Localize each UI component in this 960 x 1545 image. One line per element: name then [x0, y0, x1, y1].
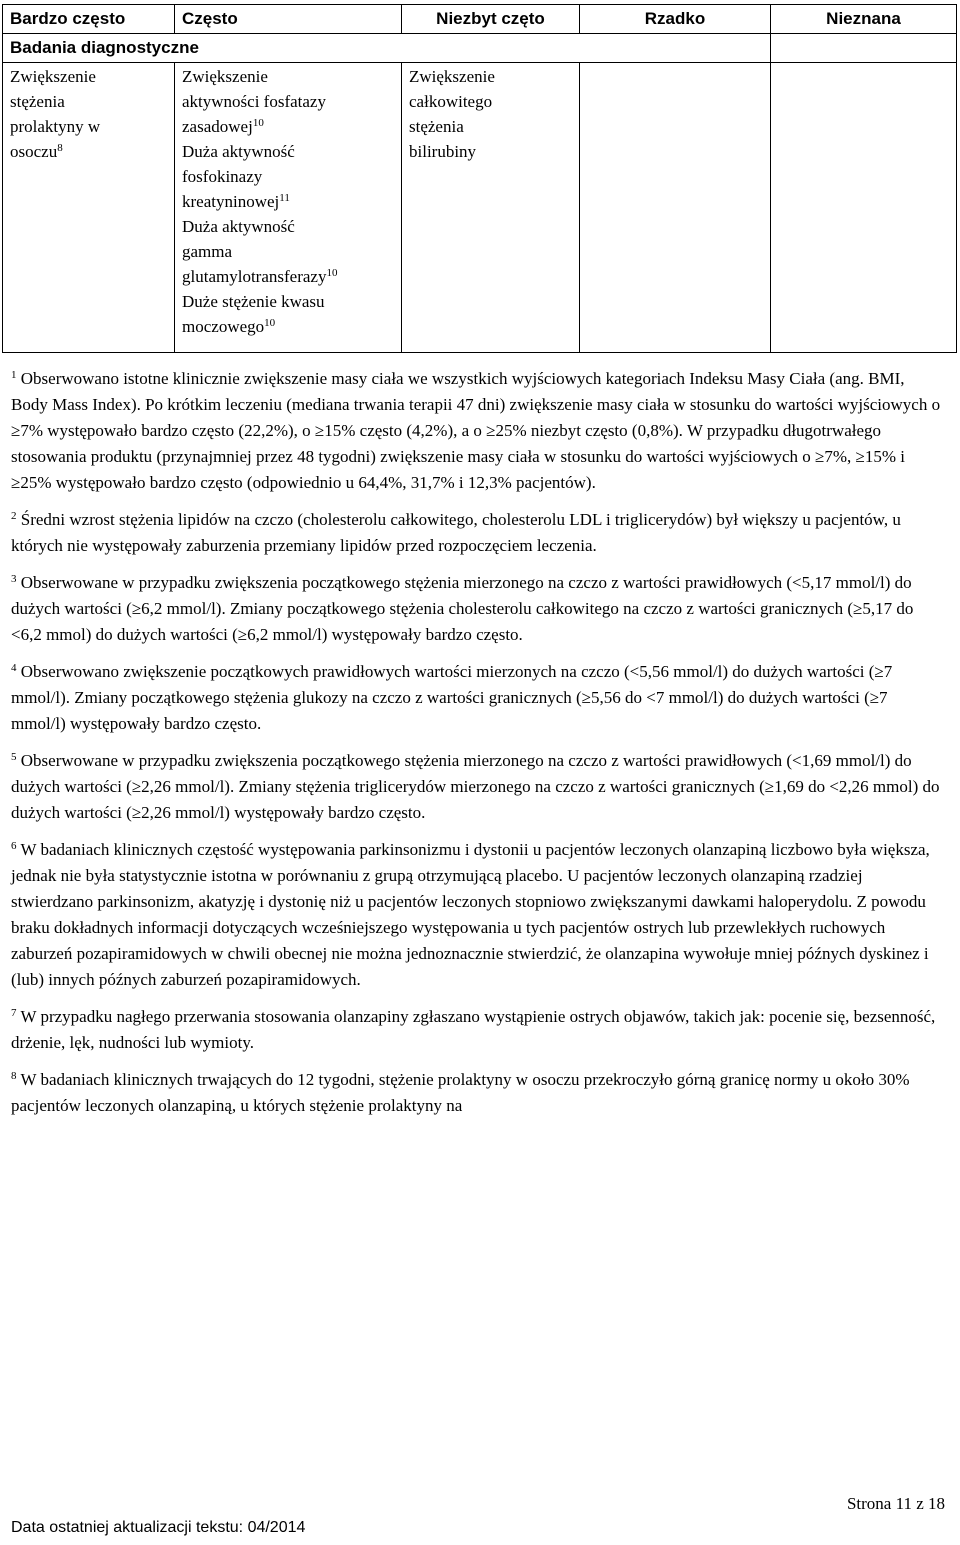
- footnote-number: 7: [11, 1007, 17, 1019]
- cell-text: kreatyninowej: [182, 192, 280, 211]
- section-title: Badania diagnostyczne: [3, 34, 771, 63]
- footnote-ref: 11: [279, 192, 290, 204]
- cell-text: bilirubiny: [409, 142, 477, 161]
- cell-line: [182, 64, 394, 89]
- cell-uncommon: [402, 63, 580, 353]
- footnote-text: Obserwowane w przypadku zwiększenia początkowego stężenia mierzonego na czczo z wartości prawidłowych (<1,69 mmol/l) do dużych wartości (≥2,26 mmol/l). Zmiany stężenia triglicerydów mierzonego na czczo z wartości granicznych (≥1,69 do <2,26 mmol) do dużych wartości (≥2,26 mmol/l) występowały bardzo często.: [11, 751, 944, 822]
- cell-text: gamma: [182, 242, 233, 261]
- cell-very-common: [3, 63, 175, 353]
- footnote-number: 3: [11, 573, 17, 585]
- last-update-date: Data ostatniej aktualizacji tekstu: 04/2014: [11, 1519, 306, 1536]
- cell-text: fosfokinazy: [182, 167, 263, 186]
- footnote-text: W badaniach klinicznych częstość występowania parkinsonizmu i dystonii u pacjentów leczonych olanzapiną liczbowo była większa, jednak nie była statystycznie istotna w porównaniu z grupą otrzymującą placebo. U pacjentów leczonych olanzapiną rzadziej stwierdzano parkinsonizm, akatyzję i dystonię niż u pacjentów leczonych stopniowo zwiększanymi dawkami haloperydolu. Z powodu braku dokładnych informacji dotyczących wcześniejszego występowania u tych pacjentów ostrych lub przewlekłych ruchowych zaburzeń pozapiramidowych w chwili obecnej nie można jednoznacznie stwierdzić, że olanzapina wywołuje mniej późnych dyskinez i (lub) innych późnych zaburzeń pozapiramidowych.: [11, 840, 935, 989]
- header-uncommon: Niezbyt częto: [402, 5, 580, 34]
- cell-text: całkowitego: [409, 92, 493, 111]
- footnote-4: [11, 659, 941, 737]
- footnote-number: 6: [11, 840, 17, 852]
- cell-unknown: [771, 63, 957, 353]
- footnote-7: [11, 1004, 941, 1056]
- cell-line: [182, 114, 394, 139]
- footnote-text: W przypadku nagłego przerwania stosowania olanzapiny zgłaszano wystąpienie ostrych objawów, takich jak: pocenie się, bezsenność, drżenie, lęk, nudności lub wymioty.: [11, 1007, 940, 1052]
- cell-text: stężenia: [409, 117, 464, 136]
- header-rare: Rzadko: [580, 5, 771, 34]
- cell-line: [182, 89, 394, 114]
- footnote-5: [11, 748, 944, 826]
- footnote-text: Obserwowane w przypadku zwiększenia początkowego stężenia mierzonego na czczo z wartości prawidłowych (<5,17 mmol/l) do dużych wartości (≥6,2 mmol/l). Zmiany początkowego stężenia cholesterolu całkowitego na czczo z wartości granicznych (≥5,17 do <6,2 mmol) do dużych wartości (≥6,2 mmol/l) występowały bardzo często.: [11, 573, 918, 644]
- cell-line: [409, 64, 572, 89]
- cell-rare: [580, 63, 771, 353]
- cell-text: zasadowej: [182, 117, 253, 136]
- footnote-number: 2: [11, 510, 17, 522]
- footnote-text: Średni wzrost stężenia lipidów na czczo (cholesterolu całkowitego, cholesterolu LDL i triglicerydów) był większy u pacjentów, u których nie występowały zaburzenia przemiany lipidów przed rozpoczęciem leczenia.: [11, 510, 906, 555]
- adverse-reactions-table: [2, 4, 957, 353]
- cell-line: [10, 114, 167, 139]
- cell-common: [175, 63, 402, 353]
- cell-text: stężenia: [10, 92, 65, 111]
- footnote-number: 4: [11, 662, 17, 674]
- cell-text: glutamylotransferazy: [182, 267, 327, 286]
- cell-text: prolaktyny w: [10, 117, 101, 136]
- footnote-2: [11, 507, 941, 559]
- footnote-ref: 10: [326, 267, 338, 279]
- cell-text: osoczu: [10, 142, 58, 161]
- footnote-text: Obserwowano zwiększenie początkowych prawidłowych wartości mierzonych na czczo (<5,56 mmol/l) do dużych wartości (≥7 mmol/l). Zmiany początkowego stężenia glukozy na czczo z wartości granicznych (≥5,56 do <7 mmol/l) do dużych wartości (≥7 mmol/l) występowały bardzo często.: [11, 662, 897, 733]
- cell-line: [409, 139, 572, 164]
- cell-text: Zwiększenie: [10, 67, 96, 86]
- page-number: Strona 11 z 18: [846, 1494, 945, 1513]
- cell-line: [182, 239, 394, 264]
- cell-line: [182, 289, 394, 314]
- footnote-6: [11, 837, 941, 993]
- cell-text: Duża aktywność: [182, 217, 295, 236]
- cell-text: Duża aktywność: [182, 142, 295, 161]
- cell-line: [10, 139, 167, 164]
- cell-text: moczowego: [182, 317, 265, 336]
- section-row: [3, 34, 957, 63]
- cell-text: Zwiększenie: [182, 67, 268, 86]
- section-empty-cell: [771, 34, 957, 63]
- cell-text: Zwiększenie: [409, 67, 495, 86]
- footnote-ref: 8: [57, 142, 63, 154]
- footnote-8: [11, 1067, 941, 1119]
- cell-line: [182, 264, 394, 289]
- header-very-common: Bardzo często: [3, 5, 175, 34]
- footnote-number: 8: [11, 1070, 17, 1082]
- cell-line: [182, 314, 394, 339]
- cell-line: [10, 64, 167, 89]
- footnote-number: 1: [11, 369, 17, 381]
- header-unknown: Nieznana: [771, 5, 957, 34]
- cell-line: [409, 114, 572, 139]
- cell-text: Duże stężenie kwasu: [182, 292, 325, 311]
- footnote-3: [11, 570, 941, 648]
- footnote-text: Obserwowano istotne klinicznie zwiększenie masy ciała we wszystkich wyjściowych kategoriach Indeksu Masy Ciała (ang. BMI, Body Mass Index). Po krótkim leczeniu (mediana trwania terapii 47 dni) zwiększenie masy ciała w stosunku do wartości wyjściowych o ≥7% występowało bardzo często (22,2%), o ≥15% często (4,2%), a o ≥25% niezbyt często (0,8%). W przypadku długotrwałego stosowania produktu (przynajmniej przez 48 tygodni) zwiększenie masy ciała w stosunku do wartości wyjściowych o ≥7%, ≥15% i ≥25% występowało bardzo często (odpowiednio u 64,4%, 31,7% i 12,3% pacjentów).: [11, 369, 945, 492]
- header-common: Często: [175, 5, 402, 34]
- cell-line: [182, 139, 394, 164]
- cell-line: [409, 89, 572, 114]
- footnote-text: W badaniach klinicznych trwających do 12 tygodni, stężenie prolaktyny w osoczu przekroczyło górną granicę normy u około 30% pacjentów leczonych olanzapiną, u których stężenie prolaktyny na: [11, 1070, 914, 1115]
- frequency-header-row: [3, 5, 957, 34]
- cell-line: [182, 214, 394, 239]
- cell-text: aktywności fosfatazy: [182, 92, 326, 111]
- footnote-number: 5: [11, 751, 17, 763]
- footnotes: [11, 366, 945, 1130]
- footnote-ref: 10: [252, 117, 264, 129]
- footnote-ref: 10: [264, 317, 276, 329]
- cell-line: [182, 164, 394, 189]
- footnote-1: [11, 366, 945, 496]
- table-row: [3, 63, 957, 353]
- cell-line: [10, 89, 167, 114]
- cell-line: [182, 189, 394, 214]
